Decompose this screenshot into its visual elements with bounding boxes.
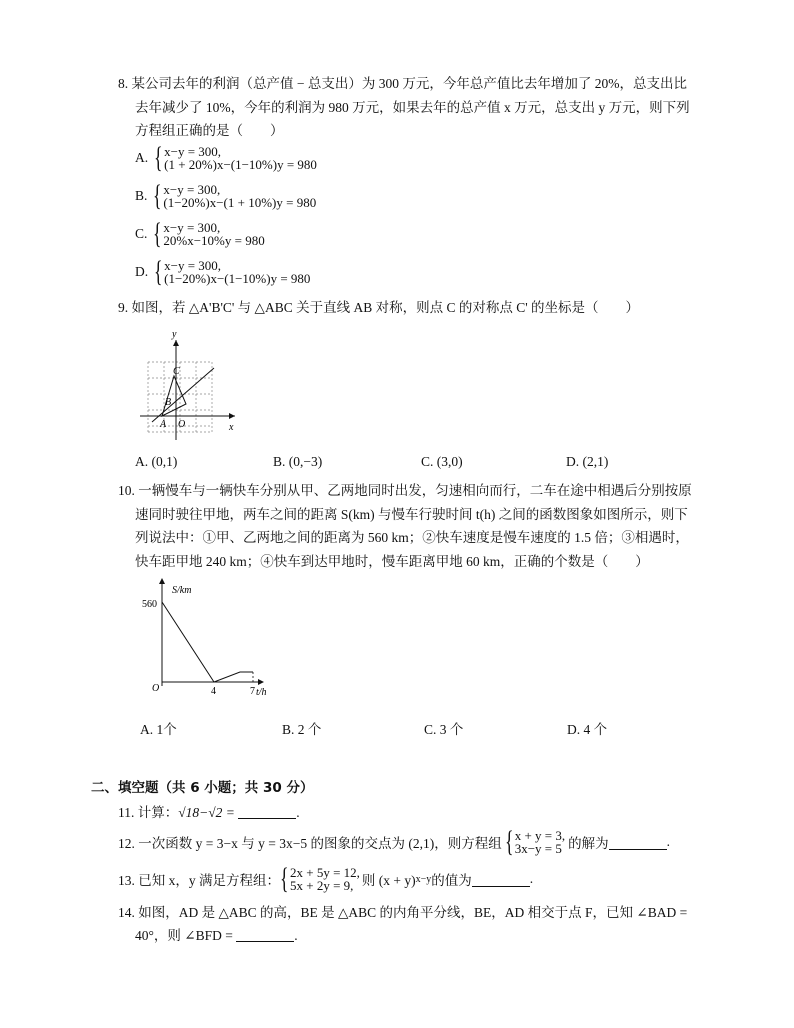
q14-line1: 14. 如图，AD 是 △ABC 的高，BE 是 △ABC 的内角平分线，BE，AD 相交于点 F，已知 ∠BAD = — [118, 905, 688, 920]
q11-expression: √18−√2 = — [178, 805, 235, 820]
q12-end: . — [666, 834, 670, 849]
origin-label: O — [152, 683, 160, 694]
y-arrow-icon — [173, 340, 179, 346]
equation: 2x + 5y = 12, — [290, 865, 360, 880]
brace-icon: { — [280, 862, 289, 895]
answer-blank[interactable] — [609, 835, 667, 850]
equation: x−y = 300, — [164, 258, 222, 273]
y-arrow-icon — [159, 578, 165, 584]
q9-option-d[interactable]: D. (2,1) — [566, 454, 609, 469]
answer-blank[interactable] — [236, 927, 294, 942]
equation-system — [515, 829, 565, 855]
point-a-label: A — [160, 419, 167, 430]
q8-option-a[interactable] — [135, 143, 317, 173]
q10-function-graph — [140, 578, 280, 700]
x-axis-label: t/h — [256, 687, 267, 698]
x-axis-label: x — [229, 422, 234, 433]
equation: x + y = 3, — [514, 828, 566, 843]
x-arrow-icon — [229, 413, 235, 419]
brace-icon: { — [154, 141, 163, 174]
line-ab — [152, 368, 214, 422]
equation: 20%x−10%y = 980 — [163, 233, 265, 248]
y-axis-label: y — [172, 332, 177, 340]
brace-icon: { — [153, 217, 163, 250]
y-tick-560: 560 — [142, 599, 157, 610]
q13-exponent: x−y — [415, 873, 432, 885]
q10-option-b[interactable]: B. 2 个 — [282, 722, 322, 737]
origin-label: O — [178, 419, 186, 430]
option-label: C. — [135, 226, 148, 241]
brace-icon: { — [504, 825, 514, 858]
q9-grid-figure — [140, 332, 250, 442]
q10-line2: 速同时驶往甲地，两车之间的距离 S(km) 与慢车行驶时间 t(h) 之间的函数图象如图所示，则下 — [135, 507, 688, 522]
equation-system — [164, 259, 310, 285]
equation: (1−20%)x−(1−10%)y = 980 — [164, 271, 311, 286]
q10-option-a[interactable]: A. 1个 — [140, 722, 177, 737]
q14-line2 — [135, 926, 298, 946]
q13-end: . — [529, 871, 534, 886]
option-label: B. — [135, 188, 148, 203]
equation: x−y = 300, — [163, 182, 221, 197]
q10-line4: 快车距甲地 240 km；④快车到达甲地时，慢车距离甲地 60 km，正确的个数是（ ） — [135, 554, 649, 569]
q12 — [118, 827, 670, 857]
option-label: A. — [135, 150, 149, 165]
q13-suffix: 则 (x + y) — [361, 873, 416, 888]
q11-suffix: . — [296, 805, 300, 820]
q9-option-b[interactable]: B. (0,−3) — [273, 454, 323, 469]
q10-option-c[interactable]: C. 3 个 — [424, 722, 464, 737]
equation: x−y = 300, — [163, 220, 221, 235]
equation-system — [164, 145, 317, 171]
equation: 3x−y = 5 — [514, 841, 562, 856]
brace-icon: { — [153, 179, 163, 212]
q8-option-c[interactable] — [135, 219, 265, 249]
q12-suffix: 的解为 — [568, 836, 609, 851]
answer-blank[interactable] — [238, 804, 296, 819]
q13 — [118, 864, 533, 894]
x-tick-4: 4 — [211, 686, 216, 697]
answer-blank[interactable] — [472, 872, 530, 887]
q8-line1: 8. 某公司去年的利润（总产值 − 总支出）为 300 万元，今年总产值比去年增加了 20%，总支出比 — [118, 76, 687, 91]
q13-prefix: 13. 已知 x，y 满足方程组： — [118, 873, 280, 888]
equation-system — [163, 221, 264, 247]
distance-line — [162, 602, 253, 682]
q9-option-a[interactable]: A. (0,1) — [135, 454, 178, 469]
q8-option-d[interactable] — [135, 257, 310, 287]
x-arrow-icon — [258, 679, 264, 685]
section-heading: 二、填空题（共 6 小题；共 30 分） — [91, 780, 314, 796]
q11-prefix: 11. 计算： — [118, 805, 179, 820]
brace-icon: { — [154, 255, 163, 288]
q10-option-d[interactable]: D. 4 个 — [567, 722, 608, 737]
equation-system — [163, 183, 316, 209]
equation: (1 + 20%)x−(1−10%)y = 980 — [164, 157, 317, 172]
q8-line2: 去年减少了 10%，今年的利润为 980 万元，如果去年的总产值 x 万元，总支出 y 万元，则下列 — [135, 100, 690, 115]
q14-end: . — [294, 928, 298, 943]
q10-line3: 列说法中：①甲、乙两地之间的距离为 560 km；②快车速度是慢车速度的 1.5 倍；③相遇时， — [135, 530, 689, 545]
q10-line1: 10. 一辆慢车与一辆快车分别从甲、乙两地同时出发，匀速相向而行，二车在途中相遇后分别按原 — [118, 483, 692, 498]
x-tick-7: 7 — [250, 686, 255, 697]
q12-prefix: 12. 一次函数 y = 3−x 与 y = 3x−5 的图象的交点为 (2,1)，则方程组 — [118, 836, 502, 851]
q14-line2-text: 40°，则 ∠BFD = — [135, 928, 237, 943]
point-c-label: C — [173, 366, 180, 377]
q9-option-c[interactable]: C. (3,0) — [421, 454, 463, 469]
y-axis-label: S/km — [172, 585, 192, 596]
q9-line1: 9. 如图，若 △A'B'C' 与 △ABC 关于直线 AB 对称，则点 C 的对称点 C' 的坐标是（ ） — [118, 300, 640, 315]
equation: x−y = 300, — [164, 144, 222, 159]
equation: 5x + 2y = 9, — [290, 878, 354, 893]
option-label: D. — [135, 264, 149, 279]
equation: (1−20%)x−(1 + 10%)y = 980 — [163, 195, 317, 210]
q8-line3: 方程组正确的是（ ） — [135, 123, 284, 138]
q8-option-b[interactable] — [135, 181, 316, 211]
point-b-label: B — [165, 397, 172, 408]
q11 — [118, 803, 300, 823]
q13-tail: 的值为 — [431, 873, 472, 888]
equation-system — [290, 866, 360, 892]
